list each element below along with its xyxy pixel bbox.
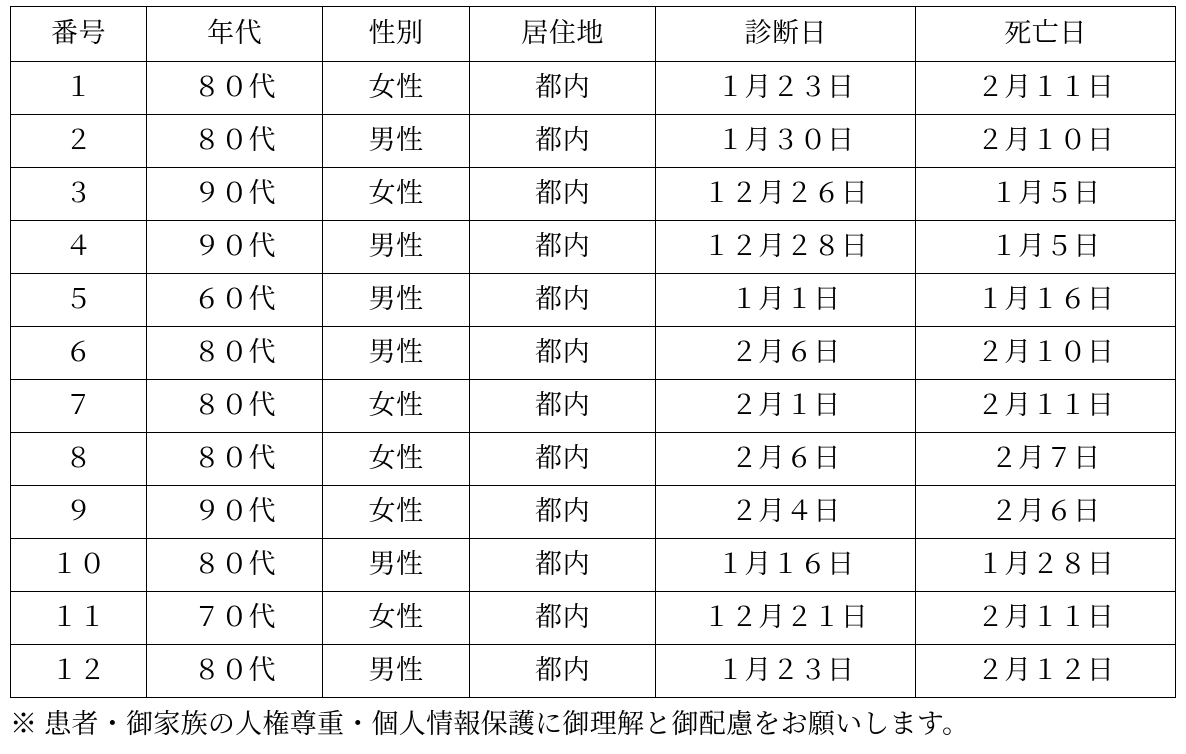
- cell-death-date: １月２８日: [916, 539, 1176, 592]
- cell-residence: 都内: [469, 274, 655, 327]
- cell-diagnosis-date: ２月６日: [656, 433, 916, 486]
- cell-death-date: ２月１１日: [916, 380, 1176, 433]
- cell-number: ３: [11, 168, 147, 221]
- cell-age-group: ９０代: [147, 486, 323, 539]
- table-row: [11, 115, 1176, 168]
- cell-diagnosis-date: １２月２１日: [656, 592, 916, 645]
- table-row: [11, 645, 1176, 698]
- cell-death-date: ２月６日: [916, 486, 1176, 539]
- cell-number: ８: [11, 433, 147, 486]
- cell-number: １０: [11, 539, 147, 592]
- column-header-gender: 性別: [323, 7, 470, 62]
- cell-death-date: ２月１２日: [916, 645, 1176, 698]
- cell-number: １: [11, 62, 147, 115]
- cell-diagnosis-date: １２月２６日: [656, 168, 916, 221]
- cell-diagnosis-date: ２月４日: [656, 486, 916, 539]
- cell-residence: 都内: [469, 486, 655, 539]
- cell-gender: 女性: [323, 433, 470, 486]
- cell-number: ６: [11, 327, 147, 380]
- cell-number: ９: [11, 486, 147, 539]
- cell-age-group: ７０代: [147, 592, 323, 645]
- cell-gender: 女性: [323, 380, 470, 433]
- column-header-age-group: 年代: [147, 7, 323, 62]
- cell-death-date: ２月１０日: [916, 115, 1176, 168]
- table-row: [11, 168, 1176, 221]
- cell-death-date: １月５日: [916, 168, 1176, 221]
- deaths-table: [10, 6, 1176, 698]
- cell-gender: 女性: [323, 168, 470, 221]
- cell-death-date: ２月１１日: [916, 62, 1176, 115]
- table-row: [11, 62, 1176, 115]
- cell-gender: 男性: [323, 274, 470, 327]
- table-body: [11, 62, 1176, 698]
- cell-residence: 都内: [469, 62, 655, 115]
- cell-death-date: ２月７日: [916, 433, 1176, 486]
- table-row: [11, 221, 1176, 274]
- cell-age-group: ８０代: [147, 327, 323, 380]
- cell-number: ４: [11, 221, 147, 274]
- cell-diagnosis-date: １月２３日: [656, 62, 916, 115]
- cell-diagnosis-date: ２月６日: [656, 327, 916, 380]
- cell-diagnosis-date: １月１日: [656, 274, 916, 327]
- cell-gender: 女性: [323, 592, 470, 645]
- cell-death-date: ２月１１日: [916, 592, 1176, 645]
- table-row: [11, 327, 1176, 380]
- table-header: [11, 7, 1176, 62]
- cell-age-group: ８０代: [147, 115, 323, 168]
- privacy-footnote: ※ 患者・御家族の人権尊重・個人情報保護に御理解と御配慮をお願いします。: [10, 709, 970, 739]
- cell-diagnosis-date: １月１６日: [656, 539, 916, 592]
- cell-death-date: １月５日: [916, 221, 1176, 274]
- cell-residence: 都内: [469, 327, 655, 380]
- cell-residence: 都内: [469, 380, 655, 433]
- cell-gender: 男性: [323, 539, 470, 592]
- cell-gender: 女性: [323, 62, 470, 115]
- cell-diagnosis-date: ２月１日: [656, 380, 916, 433]
- column-header-death-date: 死亡日: [916, 7, 1176, 62]
- table-row: [11, 539, 1176, 592]
- cell-gender: 女性: [323, 486, 470, 539]
- cell-gender: 男性: [323, 645, 470, 698]
- cell-residence: 都内: [469, 115, 655, 168]
- cell-age-group: ８０代: [147, 62, 323, 115]
- cell-age-group: ８０代: [147, 433, 323, 486]
- cell-residence: 都内: [469, 592, 655, 645]
- cell-gender: 男性: [323, 221, 470, 274]
- cell-gender: 男性: [323, 327, 470, 380]
- table-row: [11, 380, 1176, 433]
- table-row: [11, 592, 1176, 645]
- cell-number: １１: [11, 592, 147, 645]
- cell-number: ７: [11, 380, 147, 433]
- table-row: [11, 433, 1176, 486]
- cell-number: ５: [11, 274, 147, 327]
- cell-diagnosis-date: １月３０日: [656, 115, 916, 168]
- cell-death-date: ２月１０日: [916, 327, 1176, 380]
- cell-diagnosis-date: １２月２８日: [656, 221, 916, 274]
- cell-residence: 都内: [469, 221, 655, 274]
- table-header-row: [11, 7, 1176, 62]
- table-row: [11, 274, 1176, 327]
- cell-age-group: ９０代: [147, 221, 323, 274]
- cell-death-date: １月１６日: [916, 274, 1176, 327]
- cell-age-group: ９０代: [147, 168, 323, 221]
- column-header-residence: 居住地: [469, 7, 655, 62]
- cell-diagnosis-date: １月２３日: [656, 645, 916, 698]
- cell-age-group: ８０代: [147, 645, 323, 698]
- cell-age-group: ６０代: [147, 274, 323, 327]
- cell-residence: 都内: [469, 539, 655, 592]
- column-header-number: 番号: [11, 7, 147, 62]
- table-row: [11, 486, 1176, 539]
- cell-age-group: ８０代: [147, 380, 323, 433]
- cell-age-group: ８０代: [147, 539, 323, 592]
- cell-residence: 都内: [469, 645, 655, 698]
- column-header-diagnosis-date: 診断日: [656, 7, 916, 62]
- cell-residence: 都内: [469, 168, 655, 221]
- cell-residence: 都内: [469, 433, 655, 486]
- cell-gender: 男性: [323, 115, 470, 168]
- cell-number: ２: [11, 115, 147, 168]
- cell-number: １２: [11, 645, 147, 698]
